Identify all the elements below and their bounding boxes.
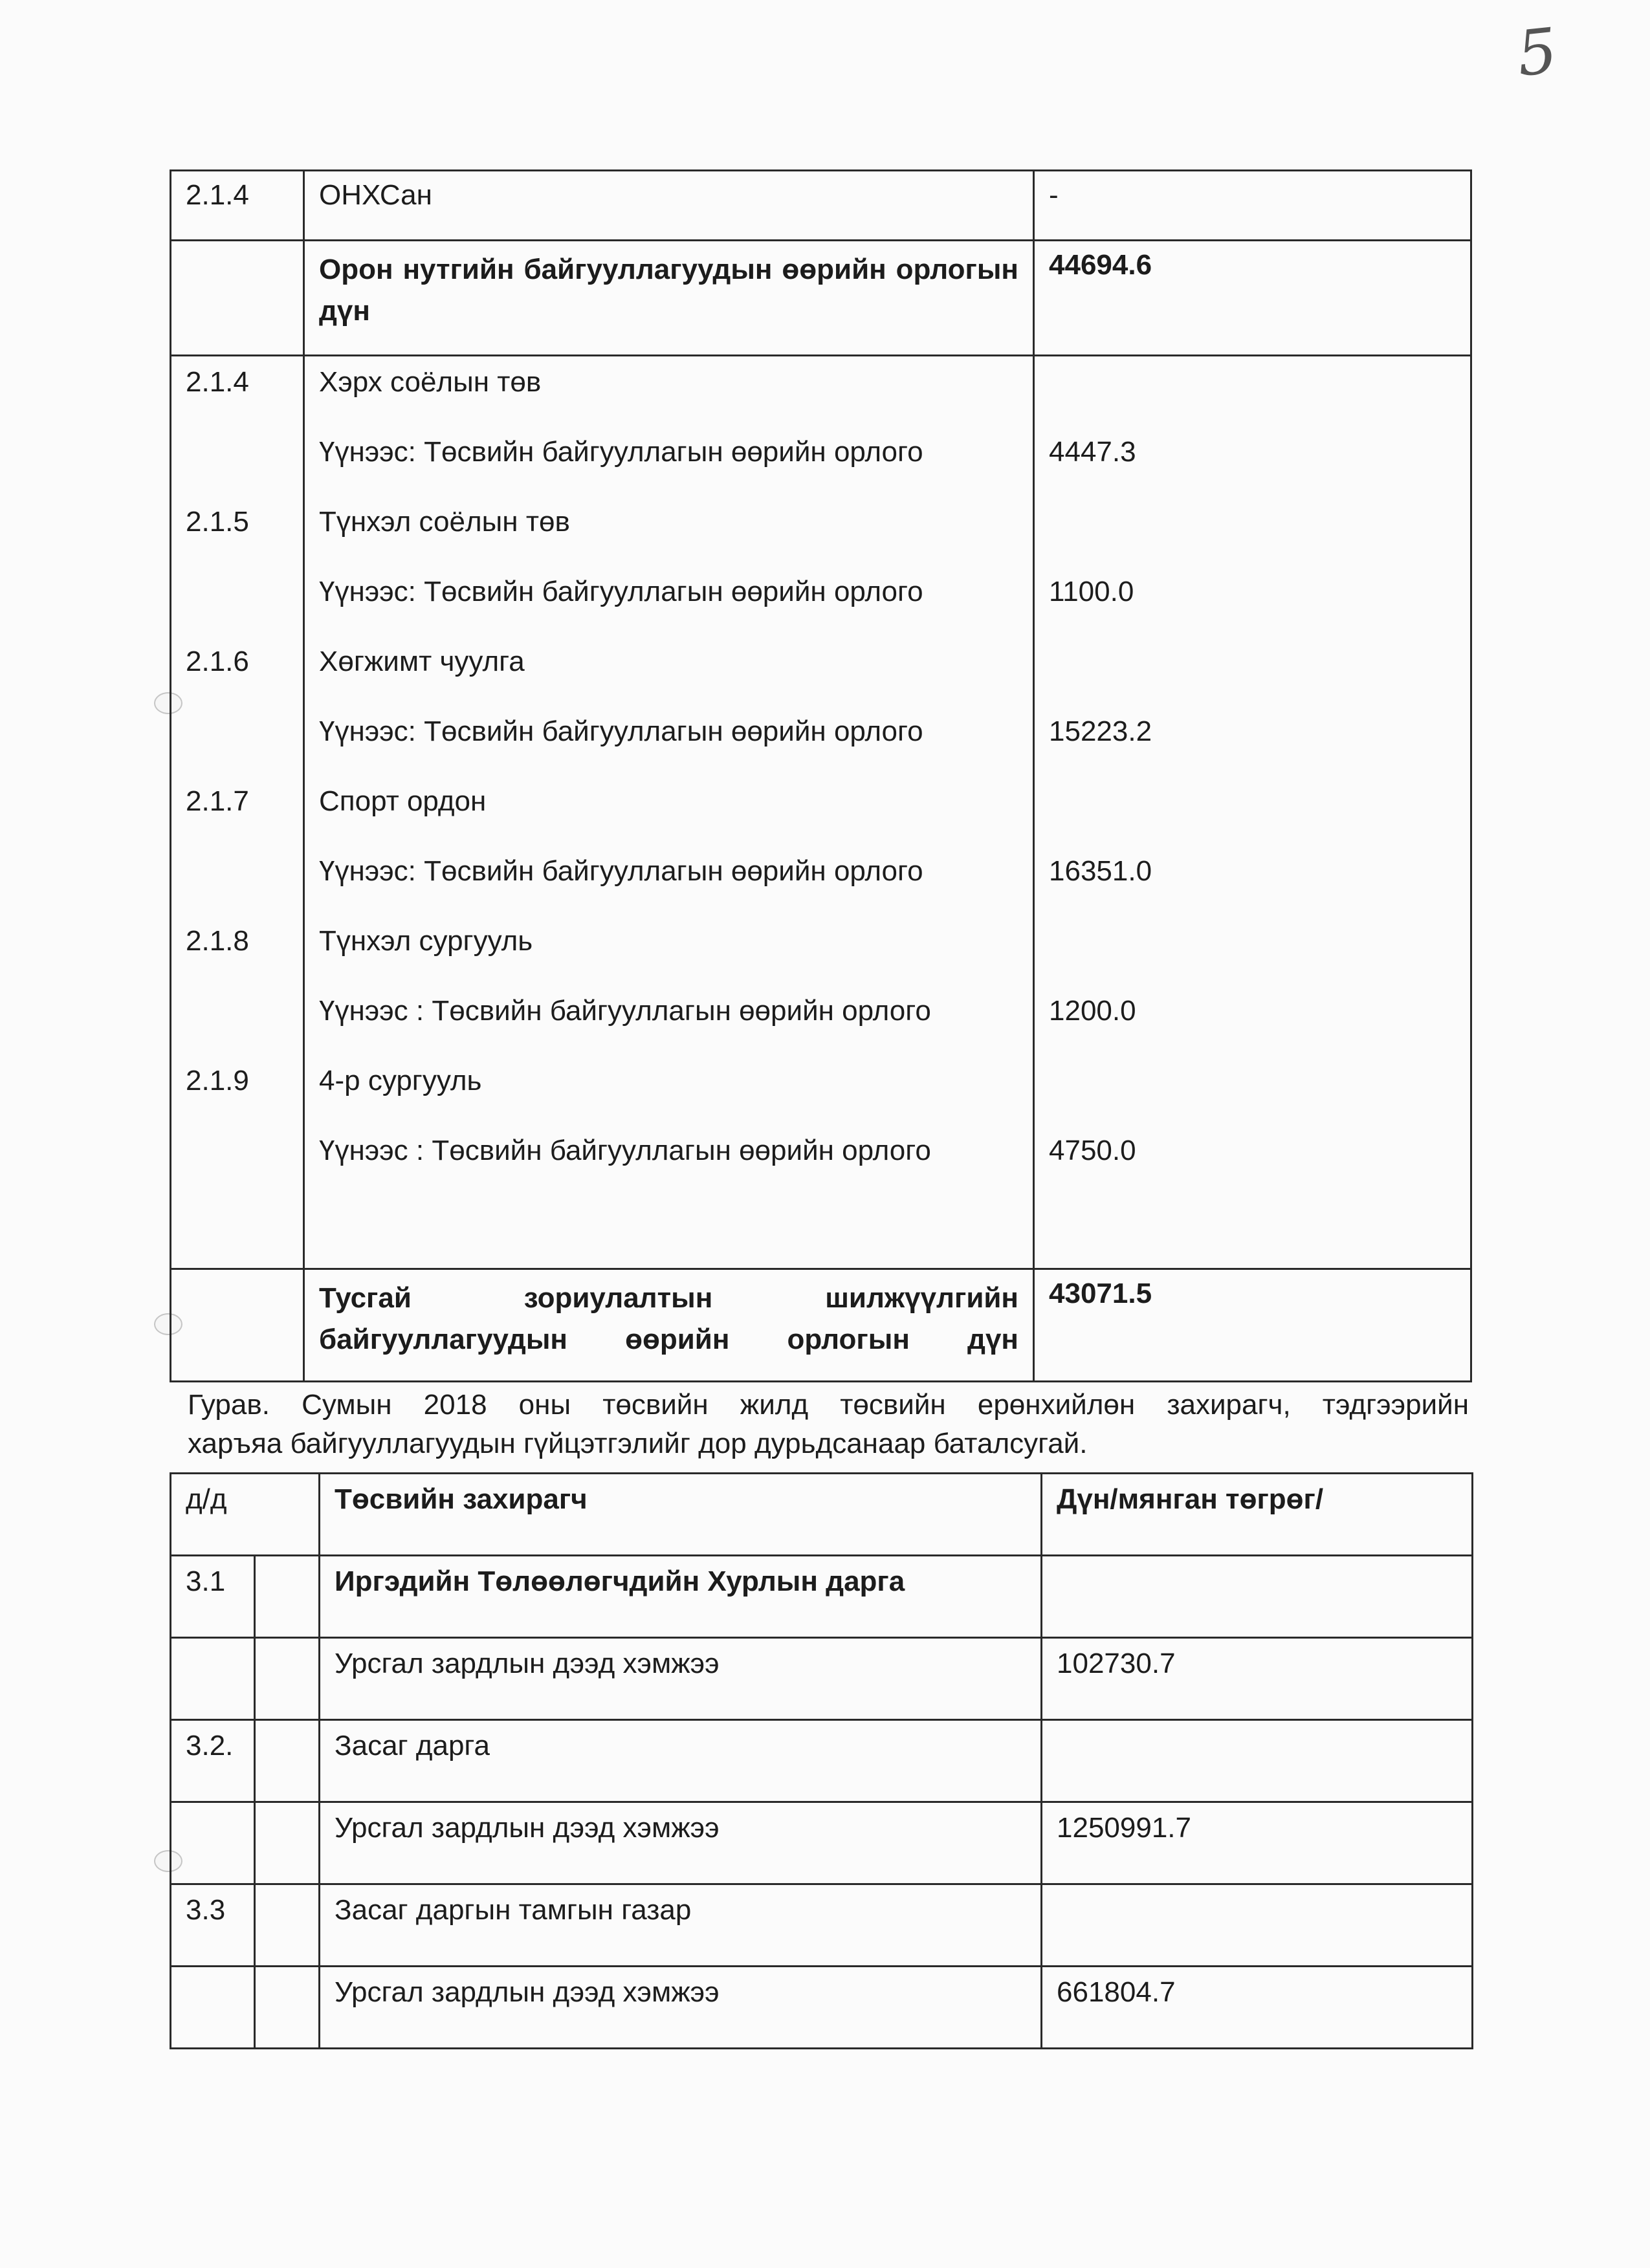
row-number: 3.2. [171, 1720, 255, 1802]
table-row [171, 171, 1471, 241]
item-number: 2.1.5 [186, 506, 249, 538]
row-value [1042, 1884, 1473, 1967]
item-value: 1100.0 [1049, 576, 1134, 607]
item-numbers [171, 356, 304, 1269]
item-value: 1200.0 [1049, 995, 1136, 1027]
item-value: 4750.0 [1049, 1135, 1136, 1166]
header-amount: Дүн/мянган төгрөг/ [1042, 1474, 1473, 1556]
row-blank [255, 1720, 320, 1802]
item-source: Үүнээс : Төсвийн байгууллагын өөрийн орлого [319, 1135, 931, 1166]
row-number [171, 241, 304, 356]
row-value: 102730.7 [1042, 1638, 1473, 1720]
subtotal-value: 44694.6 [1034, 241, 1471, 356]
items-block [171, 356, 1471, 1269]
item-source: Үүнээс : Төсвийн байгууллагын өөрийн орлого [319, 995, 931, 1027]
item-name: Хэрх соёлын төв [319, 366, 542, 398]
item-spacer [1049, 783, 1456, 853]
resolution-paragraph [188, 1386, 1469, 1463]
paragraph-line: Гурав. Сумын 2018 оны төсвийн жилд төсвийн ерөнхийлөн захирагч, тэдгээрийн [188, 1389, 1469, 1421]
table-row [171, 1720, 1473, 1802]
row-value [1042, 1720, 1473, 1802]
row-blank [255, 1638, 320, 1720]
item-name: Түнхэл сургууль [319, 925, 533, 957]
row-name: Урсгал зардлын дээд хэмжээ [320, 1638, 1042, 1720]
row-number [171, 1269, 304, 1382]
table-header-row [171, 1474, 1473, 1556]
item-values [1034, 356, 1471, 1269]
item-spacer [1049, 504, 1456, 574]
table-row [171, 1884, 1473, 1967]
item-spacer [186, 434, 289, 504]
item-spacer [186, 853, 289, 923]
page-number: 5 [1513, 14, 1561, 91]
subtotal-value: 43071.5 [1034, 1269, 1471, 1382]
item-spacer [1049, 923, 1456, 993]
item-source: Үүнээс: Төсвийн байгууллагын өөрийн орлого [319, 576, 923, 607]
row-number: 2.1.4 [171, 171, 304, 241]
item-value: 15223.2 [1049, 715, 1152, 747]
subtotal-label: Орон нутгийн байгууллагуудын өөрийн орлогын дүн [304, 241, 1034, 356]
item-name: Спорт ордон [319, 785, 487, 817]
row-number: 3.3 [171, 1884, 255, 1967]
row-name: Засаг дарга [320, 1720, 1042, 1802]
item-source: Үүнээс: Төсвийн байгууллагын өөрийн орлого [319, 436, 923, 468]
header-num: д/д [171, 1474, 320, 1556]
header-manager: Төсвийн захирагч [320, 1474, 1042, 1556]
row-value [1042, 1556, 1473, 1638]
row-name: Засаг даргын тамгын газар [320, 1884, 1042, 1967]
item-source: Үүнээс: Төсвийн байгууллагын өөрийн орлого [319, 855, 923, 887]
item-value: 4447.3 [1049, 436, 1136, 468]
row-name: ОНХСан [304, 171, 1034, 241]
paragraph-line: харъяа байгууллагуудын гүйцэтгэлийг дор дурьдсанаар баталсугай. [188, 1428, 1088, 1459]
row-value: 661804.7 [1042, 1967, 1473, 2049]
budget-managers-table [170, 1472, 1473, 2049]
item-number: 2.1.8 [186, 925, 249, 957]
item-name: Түнхэл соёлын төв [319, 506, 570, 538]
item-spacer [1049, 1063, 1456, 1133]
row-value: - [1034, 171, 1471, 241]
row-blank [255, 1884, 320, 1967]
table-row [171, 1638, 1473, 1720]
item-spacer [186, 714, 289, 783]
row-name: Урсгал зардлын дээд хэмжээ [320, 1802, 1042, 1884]
row-number: 3.1 [171, 1556, 255, 1638]
row-blank [255, 1556, 320, 1638]
item-number: 2.1.6 [186, 646, 249, 677]
table-row [171, 1556, 1473, 1638]
item-number: 2.1.9 [186, 1065, 249, 1096]
row-number [171, 1967, 255, 2049]
item-source: Үүнээс: Төсвийн байгууллагын өөрийн орлого [319, 715, 923, 747]
item-spacer [186, 993, 289, 1063]
row-blank [255, 1967, 320, 2049]
table-row [171, 1967, 1473, 2049]
item-name: 4-р сургууль [319, 1065, 482, 1096]
subtotal-row [171, 1269, 1471, 1382]
item-spacer [1049, 364, 1456, 434]
item-name: Хөгжимт чуулга [319, 646, 525, 677]
row-number [171, 1638, 255, 1720]
item-value: 16351.0 [1049, 855, 1152, 887]
row-blank [255, 1802, 320, 1884]
row-name: Урсгал зардлын дээд хэмжээ [320, 1967, 1042, 2049]
row-value: 1250991.7 [1042, 1802, 1473, 1884]
subtotal-label: Тусгай зориулалтын шилжүүлгийн байгууллагуудын өөрийн орлогын дүн [304, 1269, 1034, 1382]
income-table [170, 169, 1472, 1382]
row-name: Иргэдийн Төлөөлөгчдийн Хурлын дарга [320, 1556, 1042, 1638]
table-row [171, 1802, 1473, 1884]
subtotal-row [171, 241, 1471, 356]
item-number: 2.1.7 [186, 785, 249, 817]
item-number: 2.1.4 [186, 366, 249, 398]
item-spacer [186, 574, 289, 644]
item-spacer [1049, 644, 1456, 714]
row-number [171, 1802, 255, 1884]
item-names [304, 356, 1034, 1269]
